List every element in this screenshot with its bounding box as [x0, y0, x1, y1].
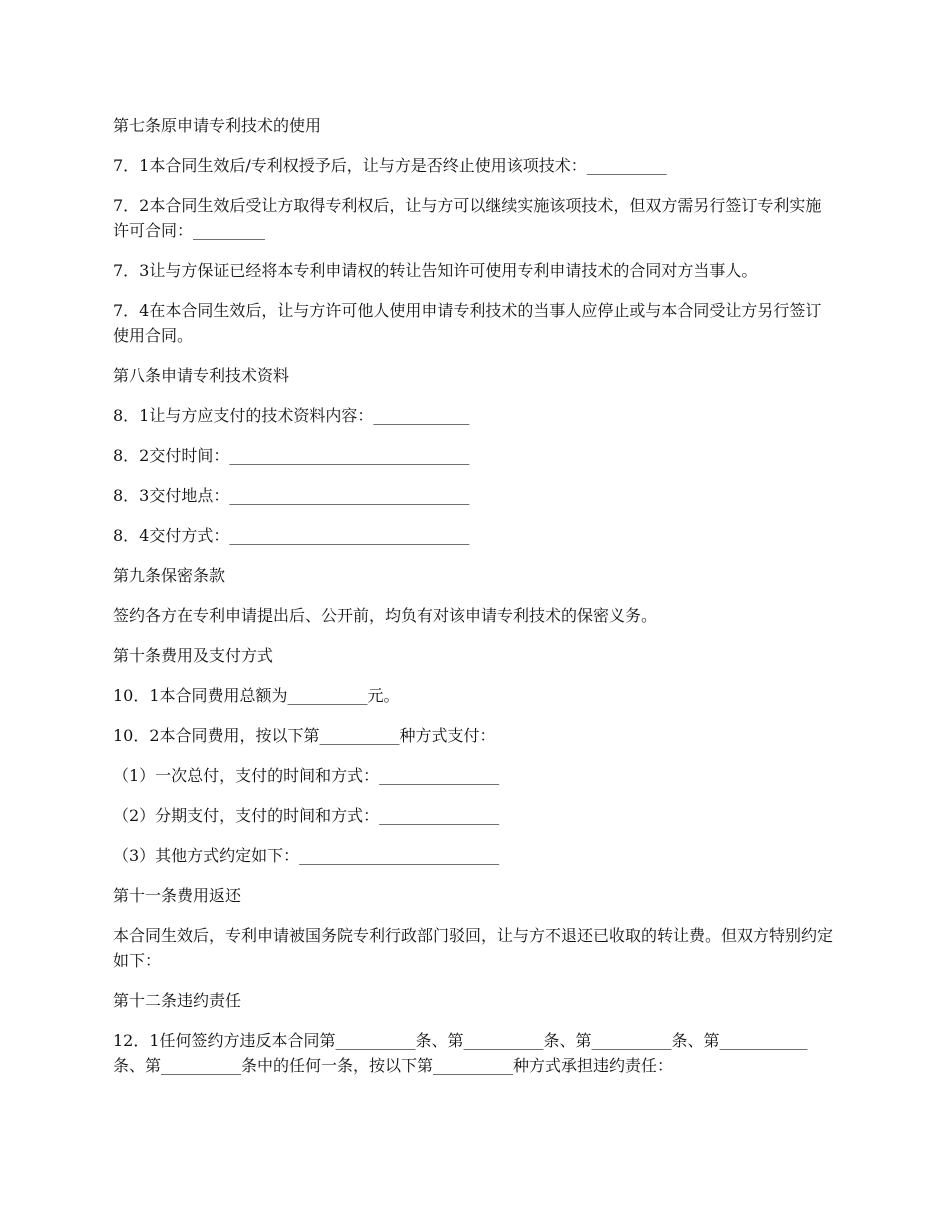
article-11-heading: 第十一条费用返还 — [113, 886, 242, 905]
article-12-heading: 第十二条违约责任 — [113, 991, 242, 1010]
article-11-body: 本合同生效后，专利申请被国务院专利行政部门驳回，让与方不退还已收取的转让费。但双方特别约定如下： — [113, 926, 834, 970]
article-9-body: 签约各方在专利申请提出后、公开前，均负有对该申请专利技术的保密义务。 — [113, 606, 658, 625]
article-7-heading: 第七条原申请专利技术的使用 — [113, 116, 322, 135]
clause-7-2: 7．2本合同生效后受让方取得专利权后，让与方可以继续实施该项技术，但双方需另行签订专利实施许可合同：_________ — [113, 196, 822, 240]
article-10-heading: 第十条费用及支付方式 — [113, 646, 274, 665]
clause-10-1: 10．1本合同费用总额为__________元。 — [113, 686, 400, 705]
clause-7-1: 7．1本合同生效后/专利权授予后，让与方是否终止使用该项技术：__________ — [113, 156, 667, 175]
clause-7-3: 7．3让与方保证已经将本专利申请权的转让告知许可使用专利申请技术的合同对方当事人。 — [113, 261, 758, 280]
clause-10-2: 10．2本合同费用，按以下第__________种方式支付： — [113, 726, 496, 745]
document-page — [113, 113, 833, 1093]
clause-8-1: 8．1让与方应支付的技术资料内容：____________ — [113, 406, 470, 425]
article-8-heading: 第八条申请专利技术资料 — [113, 366, 290, 385]
clause-8-4: 8．4交付方式：______________________________ — [113, 526, 470, 545]
clause-8-2: 8．2交付时间：______________________________ — [113, 446, 470, 465]
clause-8-3: 8．3交付地点：______________________________ — [113, 486, 470, 505]
clause-12-1: 12．1任何签约方违反本合同第__________条、第__________条、第__________条、第___________条、第__________条中的任何一条，按以下第__________种方式承担违约责任： — [113, 1031, 808, 1075]
clause-7-4: 7．4在本合同生效后，让与方许可他人使用申请专利技术的当事人应停止或与本合同受让方另行签订使用合同。 — [113, 301, 822, 345]
payment-option-1: （1）一次总付，支付的时间和方式：_______________ — [113, 766, 500, 785]
article-9-heading: 第九条保密条款 — [113, 566, 226, 585]
payment-option-3: （3）其他方式约定如下：_________________________ — [113, 846, 500, 865]
payment-option-2: （2）分期支付，支付的时间和方式：_______________ — [113, 806, 500, 825]
